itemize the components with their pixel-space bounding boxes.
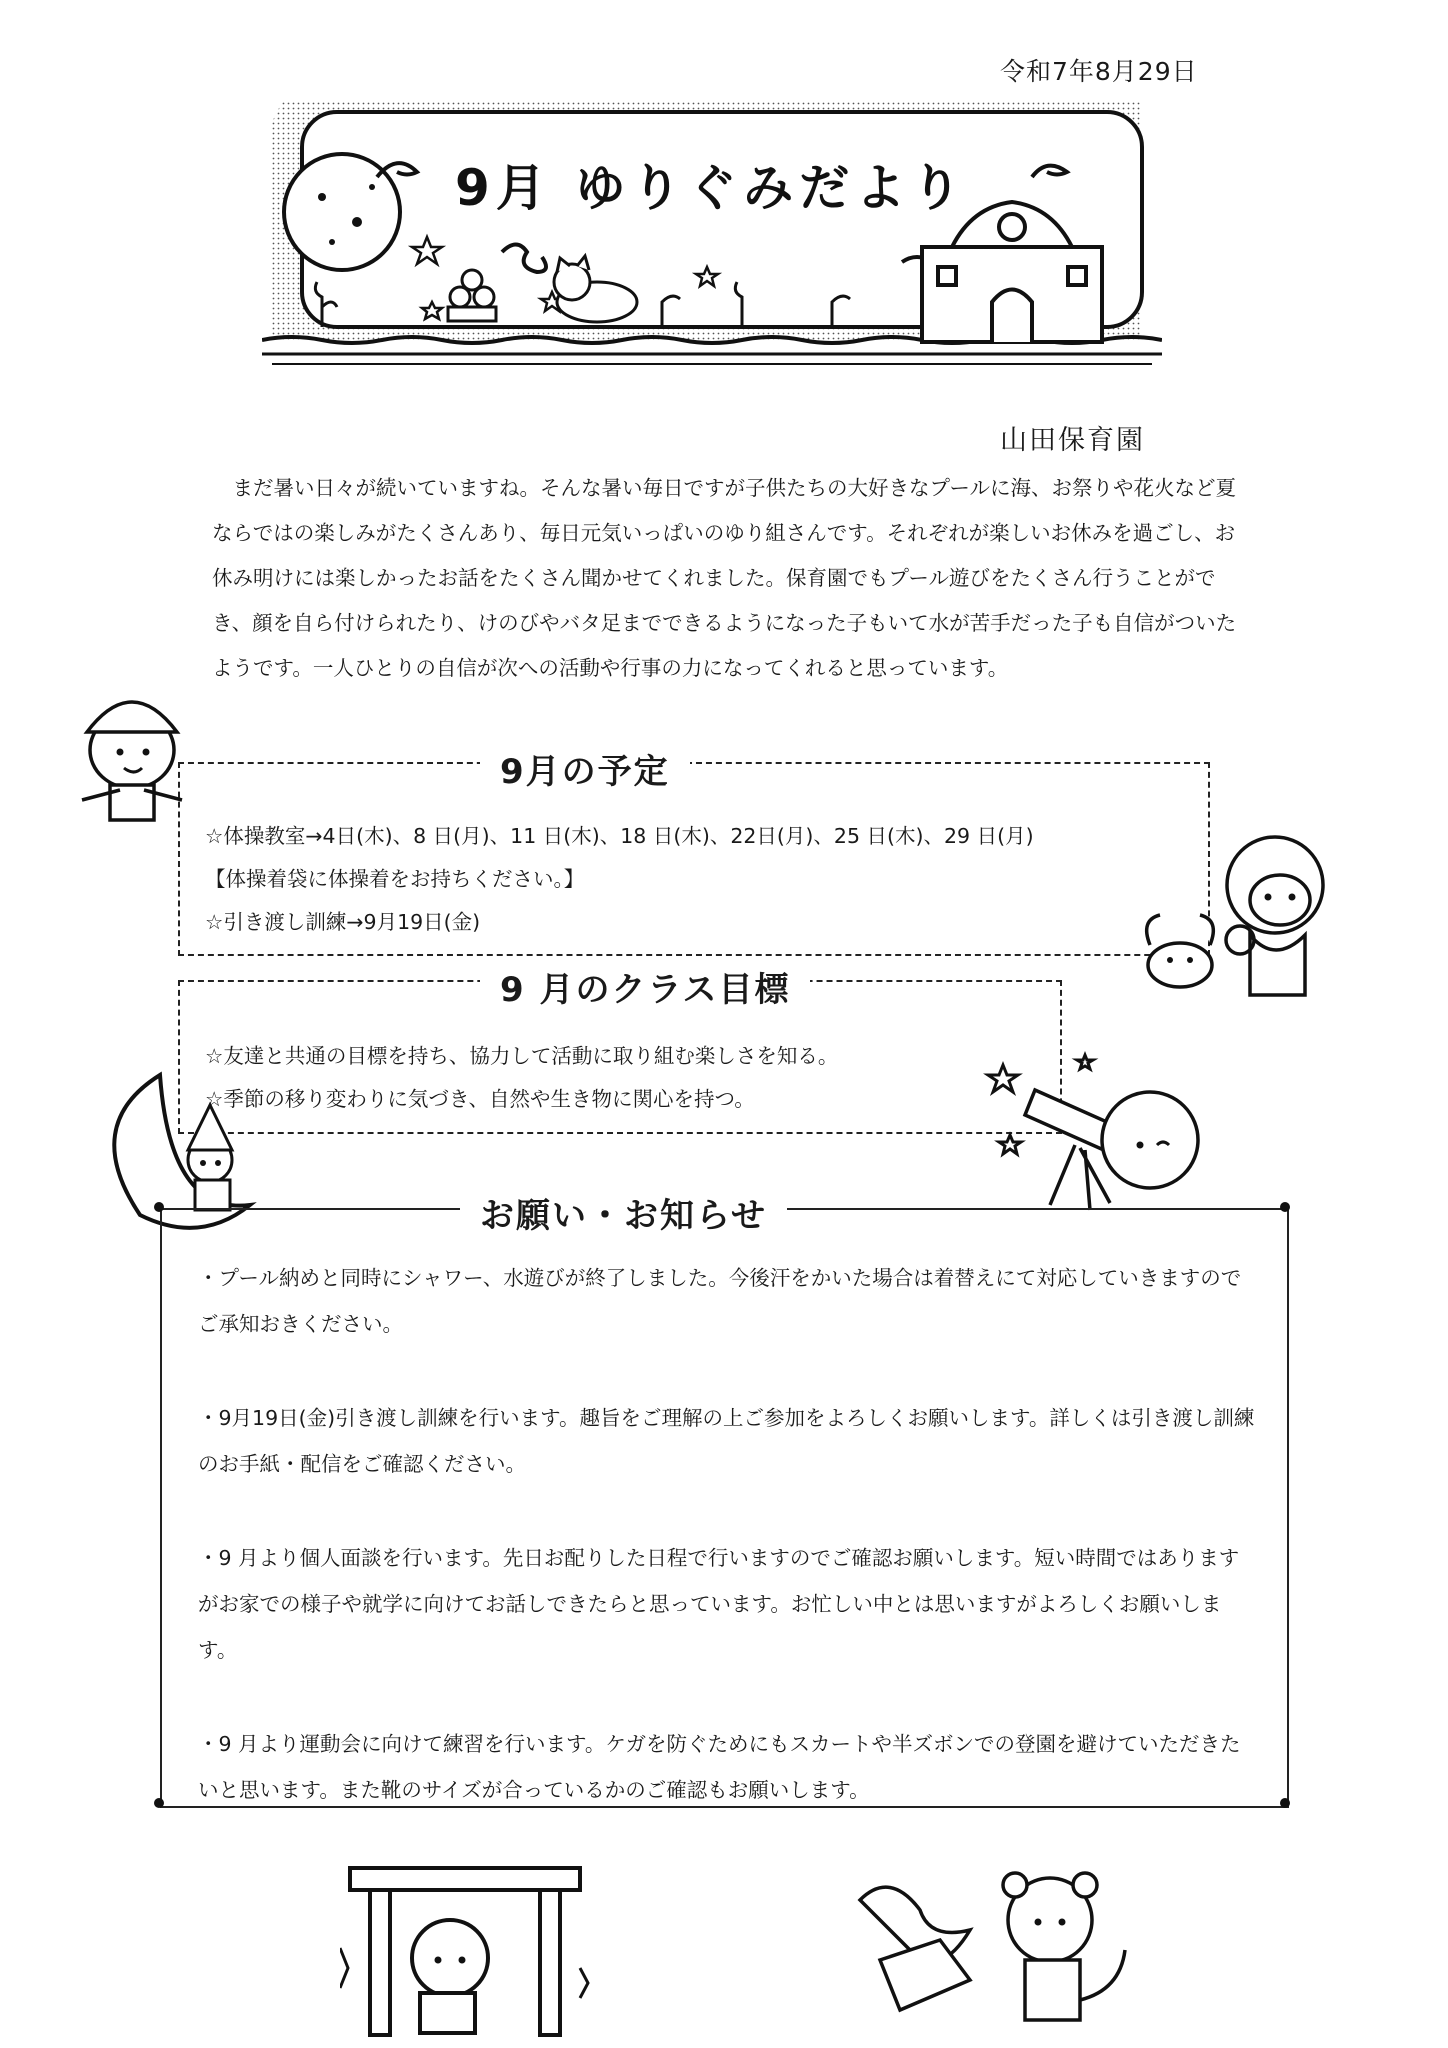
schedule-item: 【体操着袋に体操着をお持ちください。】 <box>205 867 585 891</box>
notice-item: ・9 月より運動会に向けて練習を行います。ケガを防ぐためにもスカートや半ズボンでの登園を避けていただきたいと思います。また靴のサイズが合っているかのご確認もお願いします。 <box>198 1732 1241 1802</box>
issue-date: 令和7年8月29日 <box>1000 57 1198 86</box>
schedule-list <box>205 815 1034 944</box>
goals-heading: 9 月のクラス目標 <box>480 962 810 1011</box>
school-name: 山田保育園 <box>1000 425 1145 456</box>
newsletter-title: 9月 ゆりぐみだより <box>455 159 968 217</box>
notices-heading: お願い・お知らせ <box>460 1188 787 1237</box>
notice-item: ・プール納めと同時にシャワー、水遊びが終了しました。今後汗をかいた場合は着替えにて対応していきますのでご承知おきください。 <box>198 1266 1242 1336</box>
schedule-item: ☆引き渡し訓練→9月19日(金) <box>205 910 481 934</box>
bear-cleaning-illustration <box>840 1860 1140 2040</box>
intro-paragraph: まだ暑い日々が続いていますね。そんな暑い毎日ですが子供たちの大好きなプールに海、お祭りや花火など夏ならではの楽しみがたくさんあり、毎日元気いっぱいのゆり組さんです。それぞれが楽しいお休みを過ごし、お休み明けには楽しかったお話をたくさん聞かせてくれました。保育園でもプール遊びをたくさん行うことができ、顔を自ら付けられたり、けのびやバタ足までできるようになった子もいて水が苦手だった子も自信がついたようです。一人ひとりの自信が次への活動や行事の力になってくれると思っています。 <box>212 476 1237 680</box>
goals-list <box>205 1035 838 1121</box>
header-banner-illustration <box>262 92 1162 382</box>
corner-dot <box>154 1202 164 1212</box>
corner-dot <box>1280 1202 1290 1212</box>
goal-item: ☆友達と共通の目標を持ち、協力して活動に取り組む楽しさを知る。 <box>205 1044 839 1068</box>
notice-item: ・9 月より個人面談を行います。先日お配りした日程で行いますのでご確認お願いします。短い時間ではありますがお家での様子や就学に向けてお話しできたらと思っています。お忙しい中とは思いますがよろしくお願いします。 <box>198 1546 1240 1662</box>
doorway-child-illustration <box>340 1858 590 2038</box>
schedule-item: ☆体操教室→4日(木)、8 日(月)、11 日(木)、18 日(木)、22日(月)、25 日(木)、29 日(月) <box>205 824 1034 848</box>
intro-section <box>212 466 1247 691</box>
monkey-crab-illustration <box>1135 825 1345 1015</box>
corner-dot <box>1280 1798 1290 1808</box>
notices-list <box>198 1255 1258 1861</box>
corner-dot <box>154 1798 164 1808</box>
schedule-heading: 9月の予定 <box>480 744 690 793</box>
goal-item: ☆季節の移り変わりに気づき、自然や生き物に関心を持つ。 <box>205 1087 755 1111</box>
telescope-child-illustration <box>975 1040 1215 1215</box>
notice-item: ・9月19日(金)引き渡し訓練を行います。趣旨をご理解の上ご参加をよろしくお願いします。詳しくは引き渡し訓練のお手紙・配信をご確認ください。 <box>198 1406 1255 1476</box>
